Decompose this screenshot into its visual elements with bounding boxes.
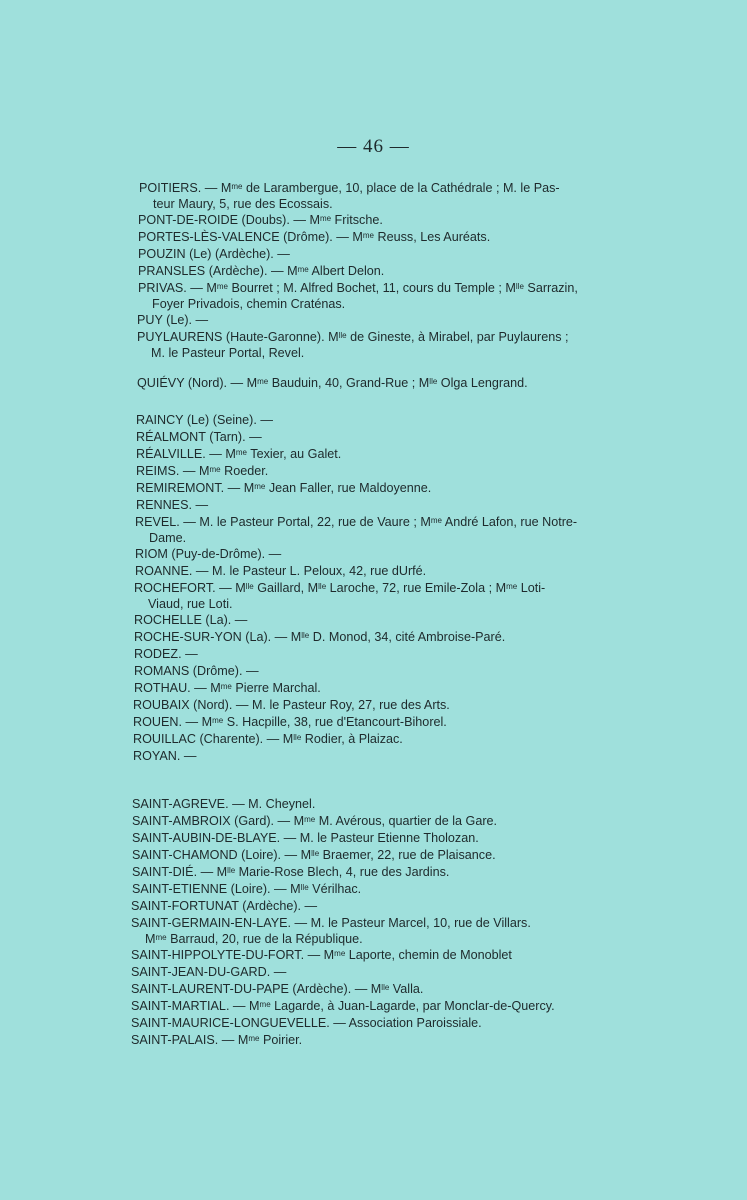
title-superscript: me <box>304 815 316 824</box>
title-superscript: me <box>297 265 309 274</box>
page-number: — 46 — <box>337 136 410 157</box>
directory-entry <box>135 563 426 579</box>
directory-entry <box>133 697 450 713</box>
title-superscript: lle <box>515 282 524 291</box>
directory-entry <box>134 663 259 679</box>
title-superscript: me <box>259 1000 271 1009</box>
entry-line: SAINT-AUBIN-DE-BLAYE. — M. le Pasteur Etienne Tholozan. <box>132 831 479 845</box>
title-superscript: me <box>235 448 247 457</box>
entry-line: POUZIN (Le) (Ardèche). — <box>138 247 290 261</box>
entry-line: ROUILLAC (Charente). — $M^{lle}$ Rodier, à Plaizac. <box>133 732 403 746</box>
directory-entry <box>134 680 321 696</box>
directory-entry <box>131 1032 302 1048</box>
entry-line: ROCHELLE (La). — <box>134 613 248 627</box>
title-superscript: me <box>220 682 232 691</box>
title-superscript: me <box>254 482 266 491</box>
directory-entry <box>138 246 290 262</box>
entry-line: ROMANS (Drôme). — <box>134 664 259 678</box>
directory-entry <box>135 546 281 562</box>
directory-entry <box>136 463 268 479</box>
title-superscript: lle <box>293 733 302 742</box>
entry-line: RIOM (Puy-de-Drôme). — <box>135 547 282 561</box>
entry-line: M. le Pasteur Portal, Revel. <box>151 346 305 360</box>
directory-entry <box>133 714 447 730</box>
title-superscript: me <box>334 949 346 958</box>
directory-entry <box>131 964 286 980</box>
directory-entry <box>136 480 431 496</box>
entry-line: SAINT-MAURICE-LONGUEVELLE. — Association Paroissiale. <box>131 1016 482 1030</box>
entry-line: ROCHE-SUR-YON (La). — $M^{lle}$ D. Monod, 34, cité Ambroise-Paré. <box>134 630 506 644</box>
title-superscript: me <box>155 933 167 942</box>
directory-entry <box>139 180 560 212</box>
entry-line: PONT-DE-ROIDE (Doubs). — $M^{me}$ Fritsche. <box>138 213 383 227</box>
directory-entry <box>135 514 577 546</box>
directory-entry <box>138 212 383 228</box>
directory-entry <box>136 429 262 445</box>
directory-entry <box>131 898 317 914</box>
directory-entry <box>136 412 273 428</box>
entry-line: $M^{me}$ Barraud, 20, rue de la République. <box>145 932 363 946</box>
entry-line: ROYAN. — <box>133 749 197 763</box>
title-superscript: me <box>319 214 332 223</box>
entry-line: ROCHEFORT. — $M^{lle}$ Gaillard, $M^{lle}$ Laroche, 72, rue Emile-Zola ; $M^{me}$ Loti- <box>134 581 546 595</box>
entry-line: SAINT-AGREVE. — M. Cheynel. <box>132 797 316 811</box>
entry-line: SAINT-CHAMOND (Loire). — $M^{lle}$ Braemer, 22, rue de Plaisance. <box>132 848 496 862</box>
entry-line: POITIERS. — $M^{me}$ de Larambergue, 10, place de la Cathédrale ; M. le Pas- <box>139 181 560 195</box>
entry-line: SAINT-HIPPOLYTE-DU-FORT. — $M^{me}$ Laporte, chemin de Monoblet <box>131 948 512 962</box>
entry-line: RENNES. — <box>136 498 209 512</box>
title-superscript: lle <box>245 582 254 591</box>
entry-line: PUY (Le). — <box>137 313 209 327</box>
entry-line: REIMS. — $M^{me}$ Roeder. <box>136 464 269 478</box>
entry-line: SAINT-AMBROIX (Gard). — $M^{me}$ M. Avérous, quartier de la Gare. <box>132 814 498 828</box>
directory-entry <box>131 981 423 997</box>
directory-entry <box>134 629 505 645</box>
title-superscript: lle <box>338 331 347 340</box>
title-superscript: me <box>248 1034 260 1043</box>
entry-line: PUYLAURENS (Haute-Garonne). $M^{lle}$ de Gineste, à Mirabel, par Puylaurens ; <box>137 330 569 344</box>
directory-entry <box>133 731 403 747</box>
title-superscript: lle <box>311 849 320 858</box>
directory-entry <box>134 646 198 662</box>
entry-line: SAINT-GERMAIN-EN-LAYE. — M. le Pasteur Marcel, 10, rue de Villars. <box>131 916 531 930</box>
directory-entry <box>136 446 341 462</box>
directory-entry <box>137 375 528 391</box>
entry-line: ROUBAIX (Nord). — M. le Pasteur Roy, 27, rue des Arts. <box>133 698 450 712</box>
entry-line: QUIÉVY (Nord). — $M^{me}$ Bauduin, 40, Grand-Rue ; $M^{lle}$ Olga Lengrand. <box>137 376 528 390</box>
entry-line: RÉALMONT (Tarn). — <box>136 430 262 444</box>
title-superscript: lle <box>301 631 310 640</box>
directory-entry <box>131 947 512 963</box>
title-superscript: lle <box>381 983 390 992</box>
title-superscript: me <box>362 231 374 240</box>
title-superscript: me <box>231 182 243 191</box>
directory-entry <box>134 580 545 612</box>
directory-entry <box>132 881 361 897</box>
entry-line: ROUEN. — $M^{me}$ S. Hacpille, 38, rue d'Etancourt-Bihorel. <box>133 715 447 729</box>
entry-line: Dame. <box>149 531 187 545</box>
title-superscript: me <box>430 516 442 525</box>
entry-line: PRIVAS. — $M^{me}$ Bourret ; M. Alfred Bochet, 11, cours du Temple ; $M^{lle}$ Sarrazin, <box>138 281 578 295</box>
title-superscript: lle <box>429 377 438 386</box>
directory-entry <box>132 864 449 880</box>
entry-line: ROTHAU. — $M^{me}$ Pierre Marchal. <box>134 681 321 695</box>
entry-line: SAINT-ETIENNE (Loire). — $M^{lle}$ Vérilhac. <box>132 882 362 896</box>
directory-entry <box>132 830 479 846</box>
entry-line: RODEZ. — <box>134 647 198 661</box>
entry-line: PRANSLES (Ardèche). — $M^{me}$ Albert Delon. <box>138 264 385 278</box>
directory-entry <box>131 1015 482 1031</box>
entry-line: REMIREMONT. — $M^{me}$ Jean Faller, rue Maldoyenne. <box>136 481 432 495</box>
title-superscript: me <box>212 716 224 725</box>
entry-line: SAINT-LAURENT-DU-PAPE (Ardèche). — $M^{lle}$ Valla. <box>131 982 424 996</box>
directory-entry <box>138 263 384 279</box>
entry-line: SAINT-FORTUNAT (Ardèche). — <box>131 899 318 913</box>
entry-line: SAINT-DIÉ. — $M^{lle}$ Marie-Rose Blech, 4, rue des Jardins. <box>132 865 450 879</box>
entry-line: PORTES-LÈS-VALENCE (Drôme). — $M^{me}$ Reuss, Les Auréats. <box>138 230 491 244</box>
directory-entry <box>133 748 196 764</box>
directory-entry <box>132 813 497 829</box>
directory-entry <box>132 847 496 863</box>
entry-line: ROANNE. — M. le Pasteur L. Peloux, 42, rue dUrfé. <box>135 564 427 578</box>
entry-line: Viaud, rue Loti. <box>148 597 233 611</box>
entry-line: SAINT-MARTIAL. — $M^{me}$ Lagarde, à Juan-Lagarde, par Monclar-de-Quercy. <box>131 999 555 1013</box>
title-superscript: me <box>216 282 228 291</box>
title-superscript: me <box>506 582 518 591</box>
directory-entry <box>137 329 569 361</box>
entry-line: RAINCY (Le) (Seine). — <box>136 413 273 427</box>
title-superscript: lle <box>227 866 236 875</box>
title-superscript: me <box>209 465 221 474</box>
title-superscript: me <box>257 377 269 386</box>
entry-line: Foyer Privadois, chemin Craténas. <box>152 297 346 311</box>
title-superscript: lle <box>318 582 327 591</box>
directory-entry <box>137 312 208 328</box>
directory-entry <box>138 280 578 312</box>
directory-entry <box>131 998 555 1014</box>
directory-entry <box>136 497 208 513</box>
title-superscript: lle <box>300 883 309 892</box>
directory-entry <box>134 612 247 628</box>
directory-entry <box>131 915 531 947</box>
directory-entry <box>138 229 490 245</box>
entry-line: SAINT-PALAIS. — $M^{me}$ Poirier. <box>131 1033 303 1047</box>
entry-line: teur Maury, 5, rue des Ecossais. <box>153 197 333 211</box>
directory-entry <box>132 796 315 812</box>
entry-line: REVEL. — M. le Pasteur Portal, 22, rue de Vaure ; $M^{me}$ André Lafon, rue Notre- <box>135 515 578 529</box>
entry-line: RÉALVILLE. — $M^{me}$ Texier, au Galet. <box>136 447 342 461</box>
entry-line: SAINT-JEAN-DU-GARD. — <box>131 965 287 979</box>
